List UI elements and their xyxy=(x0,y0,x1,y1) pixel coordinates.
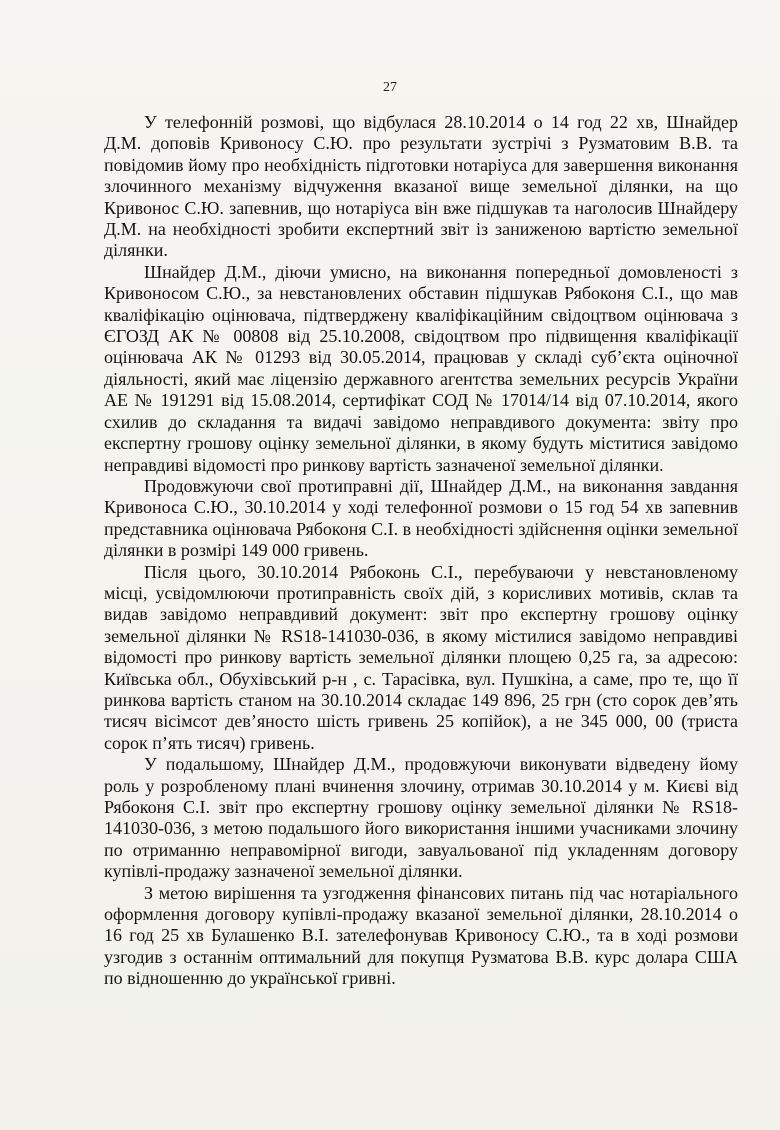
paragraph-3: Продовжуючи свої протиправні дії, Шнайдер Д.М., на виконання завдання Кривоноса С.Ю., 30.10.2014 у ході телефонної розмови о 15 год 54 хв запевнив представника оцінювача Рябоконя С.І. в необхідності здійснення оцінки земельної ділянки в розмірі 149 000 гривень. xyxy=(104,475,738,561)
paragraph-6: З метою вирішення та узгодження фінансових питань під час нотаріального оформлення договору купівлі-продажу вказаної земельної ділянки, 28.10.2014 о 16 год 25 хв Булашенко В.І. зателефонував Кривоносу С.Ю., та в ході розмови узгодив з останнім оптимальний для покупця Рузматова В.В. курс долара США по відношенню до української гривні. xyxy=(104,882,738,989)
document-body xyxy=(104,112,738,990)
paragraph-2: Шнайдер Д.М., діючи умисно, на виконання попередньої домовленості з Кривоносом С.Ю., за невстановлених обставин підшукав Рябоконя С.І., що мав кваліфікацію оцінювача, підтверджену кваліфікаційним свідоцтвом оцінювача з ЄГОЗД АК № 00808 від 25.10.2008, свідоцтвом про підвищення кваліфікації оцінювача АК № 01293 від 30.05.2014, працював у складі суб’єкта оціночної діяльності, який має ліцензію державного агентства земельних ресурсів України АЕ № 191291 від 15.08.2014, сертифікат СОД № 17014/14 від 07.10.2014, якого схилив до складання та видачі завідомо неправдивого документа: звіту про експертну грошову оцінку земельної ділянки, в якому будуть міститися завідомо неправдиві відомості про ринкову вартість зазначеної земельної ділянки. xyxy=(104,261,738,475)
paragraph-5: У подальшому, Шнайдер Д.М., продовжуючи виконувати відведену йому роль у розробленому плані вчинення злочину, отримав 30.10.2014 у м. Києві від Рябоконя С.І. звіт про експертну грошову оцінку земельної ділянки № RS18-141030-036, з метою подальшого його використання іншими учасниками злочину по отриманню неправомірної вигоди, завуальованої під укладенням договору купівлі-продажу зазначеної земельної ділянки. xyxy=(104,754,738,882)
paragraph-1: У телефонній розмові, що відбулася 28.10.2014 о 14 год 22 хв, Шнайдер Д.М. доповів Кривоносу С.Ю. про результати зустрічі з Рузматовим В.В. та повідомив йому про необхідність підготовки нотаріуса для завершення виконання злочинного механізму відчуження вказаної вище земельної ділянки, на що Кривонос С.Ю. запевнив, що нотаріуса він вже підшукав та наголосив Шнайдеру Д.М. на необхідності зробити експертний звіт із заниженою вартістю земельної ділянки. xyxy=(104,112,738,261)
page-number: 27 xyxy=(383,80,397,95)
paragraph-4: Після цього, 30.10.2014 Рябоконь С.І., перебуваючи у невстановленому місці, усвідомлюючи протиправність своїх дій, з корисливих мотивів, склав та видав завідомо неправдивий документ: звіт про експертну грошову оцінку земельної ділянки № RS18-141030-036, в якому містилися завідомо неправдиві відомості про ринкову вартість земельної ділянки площею 0,25 га, за адресою: Київська обл., Обухівський р-н , с. Тарасівка, вул. Пушкіна, а саме, про те, що її ринкова вартість станом на 30.10.2014 складає 149 896, 25 грн (сто сорок дев’ять тисяч вісімсот дев’яносто шість гривень 25 копійок), а не 345 000, 00 (триста сорок п’ять тисяч) гривень. xyxy=(104,561,738,753)
